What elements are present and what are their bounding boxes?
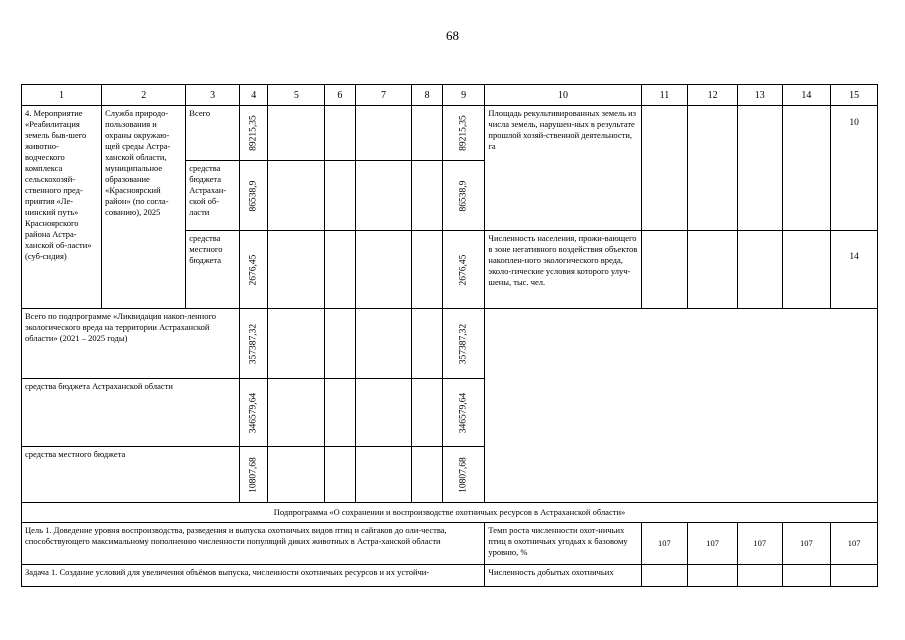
- col4-value: 346579,64: [240, 379, 268, 447]
- col-header: 14: [782, 85, 831, 106]
- goal-value: 107: [688, 523, 738, 565]
- empty-cell: [737, 231, 782, 309]
- col9-value: 10807,68: [442, 447, 485, 503]
- col-header: 11: [641, 85, 688, 106]
- empty-cell: [325, 161, 355, 231]
- empty-cell: [355, 106, 412, 161]
- empty-cell: [641, 106, 688, 231]
- col9-value: 89215,35: [442, 106, 485, 161]
- col9-value: 86538,9: [442, 161, 485, 231]
- activity-executor: Служба природо-пользования и охраны окружаю-щей среды Астра-ханской области, муниципальное образование «Красноярский район» (по согла-сованию), 2025: [102, 106, 186, 309]
- empty-cell: [325, 379, 355, 447]
- empty-cell: [355, 161, 412, 231]
- empty-cell: [355, 231, 412, 309]
- empty-cell: [412, 231, 442, 309]
- blank-area: [485, 309, 878, 503]
- indicator-text: Площадь рекультивированных земель из числа земель, нарушен-ных в результате прошлой хозяй-ственной деятельности, га: [485, 106, 641, 231]
- empty-cell: [268, 379, 325, 447]
- goal-row: [22, 523, 878, 565]
- col9-value: 357387,32: [442, 309, 485, 379]
- col4-value: 10807,68: [240, 447, 268, 503]
- empty-cell: [782, 565, 831, 587]
- subprogram-row: [22, 503, 878, 523]
- empty-cell: [412, 106, 442, 161]
- empty-cell: [355, 447, 412, 503]
- empty-cell: [737, 106, 782, 231]
- col-header: 3: [186, 85, 240, 106]
- col-header: 9: [442, 85, 485, 106]
- empty-cell: [325, 309, 355, 379]
- subprogram-title: Подпрограмма «О сохранении и воспроизводстве охотничьих ресурсов в Астраханской области»: [22, 503, 878, 523]
- col9-value: 346579,64: [442, 379, 485, 447]
- total-label: средства местного бюджета: [22, 447, 240, 503]
- indicator-value: 10: [831, 106, 878, 231]
- empty-cell: [355, 379, 412, 447]
- goal-text: Цель 1. Доведение уровня воспроизводства, разведения и выпуска охотничьих видов птиц и сайгаков до оли-чества, способствующего максимальному пополнению численности популяций диких животных в Астра-ханской области: [22, 523, 485, 565]
- col4-value: 2676,45: [240, 231, 268, 309]
- page-number: 68: [446, 28, 459, 43]
- col4-value: 89215,35: [240, 106, 268, 161]
- empty-cell: [641, 565, 688, 587]
- empty-cell: [412, 447, 442, 503]
- empty-cell: [268, 106, 325, 161]
- task-indicator: Численность добытых охотничьих: [485, 565, 641, 587]
- header-row: [22, 85, 878, 106]
- empty-cell: [688, 106, 738, 231]
- empty-cell: [688, 565, 738, 587]
- total-label: средства бюджета Астраханской области: [22, 379, 240, 447]
- empty-cell: [782, 106, 831, 231]
- col-header: 8: [412, 85, 442, 106]
- col-header: 1: [22, 85, 102, 106]
- col-header: 10: [485, 85, 641, 106]
- col-header: 13: [737, 85, 782, 106]
- activity-row-total: [22, 106, 878, 161]
- empty-cell: [325, 231, 355, 309]
- col-header: 6: [325, 85, 355, 106]
- empty-cell: [412, 379, 442, 447]
- empty-cell: [268, 161, 325, 231]
- total-label: Всего по подпрограмме «Ликвидация накоп-ленного экологического вреда на территории Астраханской области» (2021 – 2025 годы): [22, 309, 240, 379]
- empty-cell: [325, 106, 355, 161]
- goal-value: 107: [641, 523, 688, 565]
- empty-cell: [325, 447, 355, 503]
- funding-source: средства местного бюджета: [186, 231, 240, 309]
- col-header: 12: [688, 85, 738, 106]
- empty-cell: [355, 309, 412, 379]
- goal-indicator: Темп роста численности охот-ничьих птиц в охотничьих угодьях к базовому уровню, %: [485, 523, 641, 565]
- col4-value: 357387,32: [240, 309, 268, 379]
- empty-cell: [268, 447, 325, 503]
- col-header: 15: [831, 85, 878, 106]
- goal-value: 107: [782, 523, 831, 565]
- goal-value: 107: [831, 523, 878, 565]
- col-header: 4: [240, 85, 268, 106]
- indicator-value: 14: [831, 231, 878, 309]
- empty-cell: [412, 161, 442, 231]
- empty-cell: [831, 565, 878, 587]
- task-row: [22, 565, 878, 587]
- program-table: [21, 84, 878, 587]
- funding-source: Всего: [186, 106, 240, 161]
- goal-value: 107: [737, 523, 782, 565]
- empty-cell: [268, 309, 325, 379]
- funding-source: средства бюджета Астрахан-ской об-ласти: [186, 161, 240, 231]
- indicator-text: Численность населения, прожи-вающего в зоне негативного воздействия объектов накоплен-ного экологического вреда, эколо-гические условия которого улуч-шены, тыс. чел.: [485, 231, 641, 309]
- col4-value: 86538,9: [240, 161, 268, 231]
- col-header: 2: [102, 85, 186, 106]
- empty-cell: [737, 565, 782, 587]
- empty-cell: [412, 309, 442, 379]
- empty-cell: [268, 231, 325, 309]
- empty-cell: [641, 231, 688, 309]
- total-row: [22, 309, 878, 379]
- empty-cell: [782, 231, 831, 309]
- col9-value: 2676,45: [442, 231, 485, 309]
- empty-cell: [688, 231, 738, 309]
- col-header: 7: [355, 85, 412, 106]
- col-header: 5: [268, 85, 325, 106]
- activity-name: 4. Мероприятие «Реабилитация земель быв-шего животно-водческого комплекса сельскохозяй-ственного пред-приятия «Ле-нинский путь» Красноярского района Астра-ханской об-ласти» (суб-сидия): [22, 106, 102, 309]
- task-text: Задача 1. Создание условий для увеличения объёмов выпуска, численности охотничьих ресурсов и их устойчи-: [22, 565, 485, 587]
